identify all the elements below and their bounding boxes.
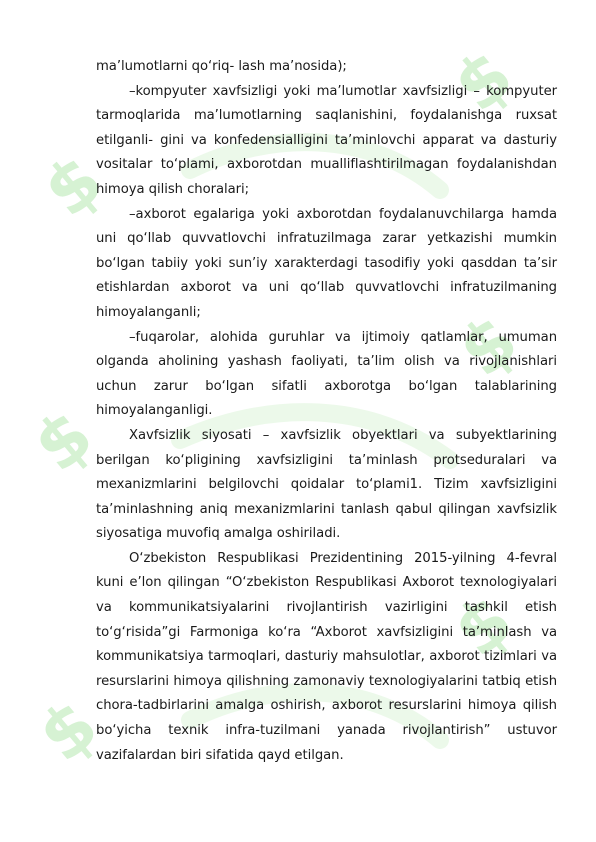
svg-text:$: $: [438, 578, 529, 674]
svg-text:$: $: [23, 683, 114, 779]
paragraph-citizens: –fuqarolar, alohida guruhlar va ijtimoiy qatlamlar, umuman olganda aholining yashash faoliyati, ta’lim olish va rivojlanishlari uchun zarur bo‘lgan sifatli axborotga bo‘lgan talablarining himoyalanganligi.: [96, 329, 557, 419]
paragraph-continuation: ma’lumotlarni qo‘riq- lash ma’nosida);: [96, 59, 347, 74]
svg-text:$: $: [443, 298, 534, 394]
paragraph-security-policy: Xavfsizlik siyosati – xavfsizlik obyektlari va subyektlarining berilgan ko‘pligining xavfsizligini ta’minlash protseduralari va mexanizmlarini belgilovchi qoidalar to‘plami1. Tizim xavfsizligini ta’minlashning aniq mexanizmlarini tanlash qabul qilingan xavfsizlik siyosatiga muvofiq amalga oshiriladi.: [96, 427, 557, 542]
svg-text:$: $: [18, 393, 109, 489]
document-body: [96, 55, 557, 768]
paragraph-presidential-decree: O‘zbekiston Respublikasi Prezidentining 2015-yilning 4-fevral kuni e’lon qilingan “O‘zbekiston Respublikasi Axborot texnologiyalari va kommunikatsiyalarini rivojlantirish vazirligini tashkil etish to‘g‘risida”gi Farmoniga ko‘ra “Axborot xavfsizligini ta’minlash va kommunikatsiya tarmoqlari, dasturiy mahsulotlar, axborot tizimlari va resurslarini himoya qilishning zamonaviy texnologiyalarini tatbiq etish chora-tadbirlarini amalga oshirish, axborot resurslarini himoya qilish bo‘yicha texnik infra-tuzilmani yanada rivojlantirish” ustuvor vazifalardan biri sifatida qayd etilgan.: [96, 550, 557, 763]
svg-text:$: $: [28, 138, 119, 234]
paragraph-computer-security: –kompyuter xavfsizligi yoki ma’lumotlar xavfsizligi – kompyuter tarmoqlarida ma’lumotlarning saqlanishini, foydalanishga ruxsat etilganli- gini va konfedensialligini ta’minlovchi apparat va dasturiy vositalar to‘plami, axborotdan mualliflashtirilmagan foydalanishdan himoya qilish choralari;: [96, 83, 557, 197]
paragraph-information-owners: –axborot egalariga yoki axborotdan foydalanuvchilarga hamda uni qo‘llab quvvatlovchi infratuzilmaga zarar yetkazishi mumkin bo‘lgan tabiiy yoki sun’iy xarakterdagi tasodifiy yoki qasddan ta’sir etishlardan axborot va uni qo‘llab quvvatlovchi infratuzilmaning himoyalanganli;: [96, 206, 557, 320]
svg-text:$: $: [438, 33, 529, 129]
